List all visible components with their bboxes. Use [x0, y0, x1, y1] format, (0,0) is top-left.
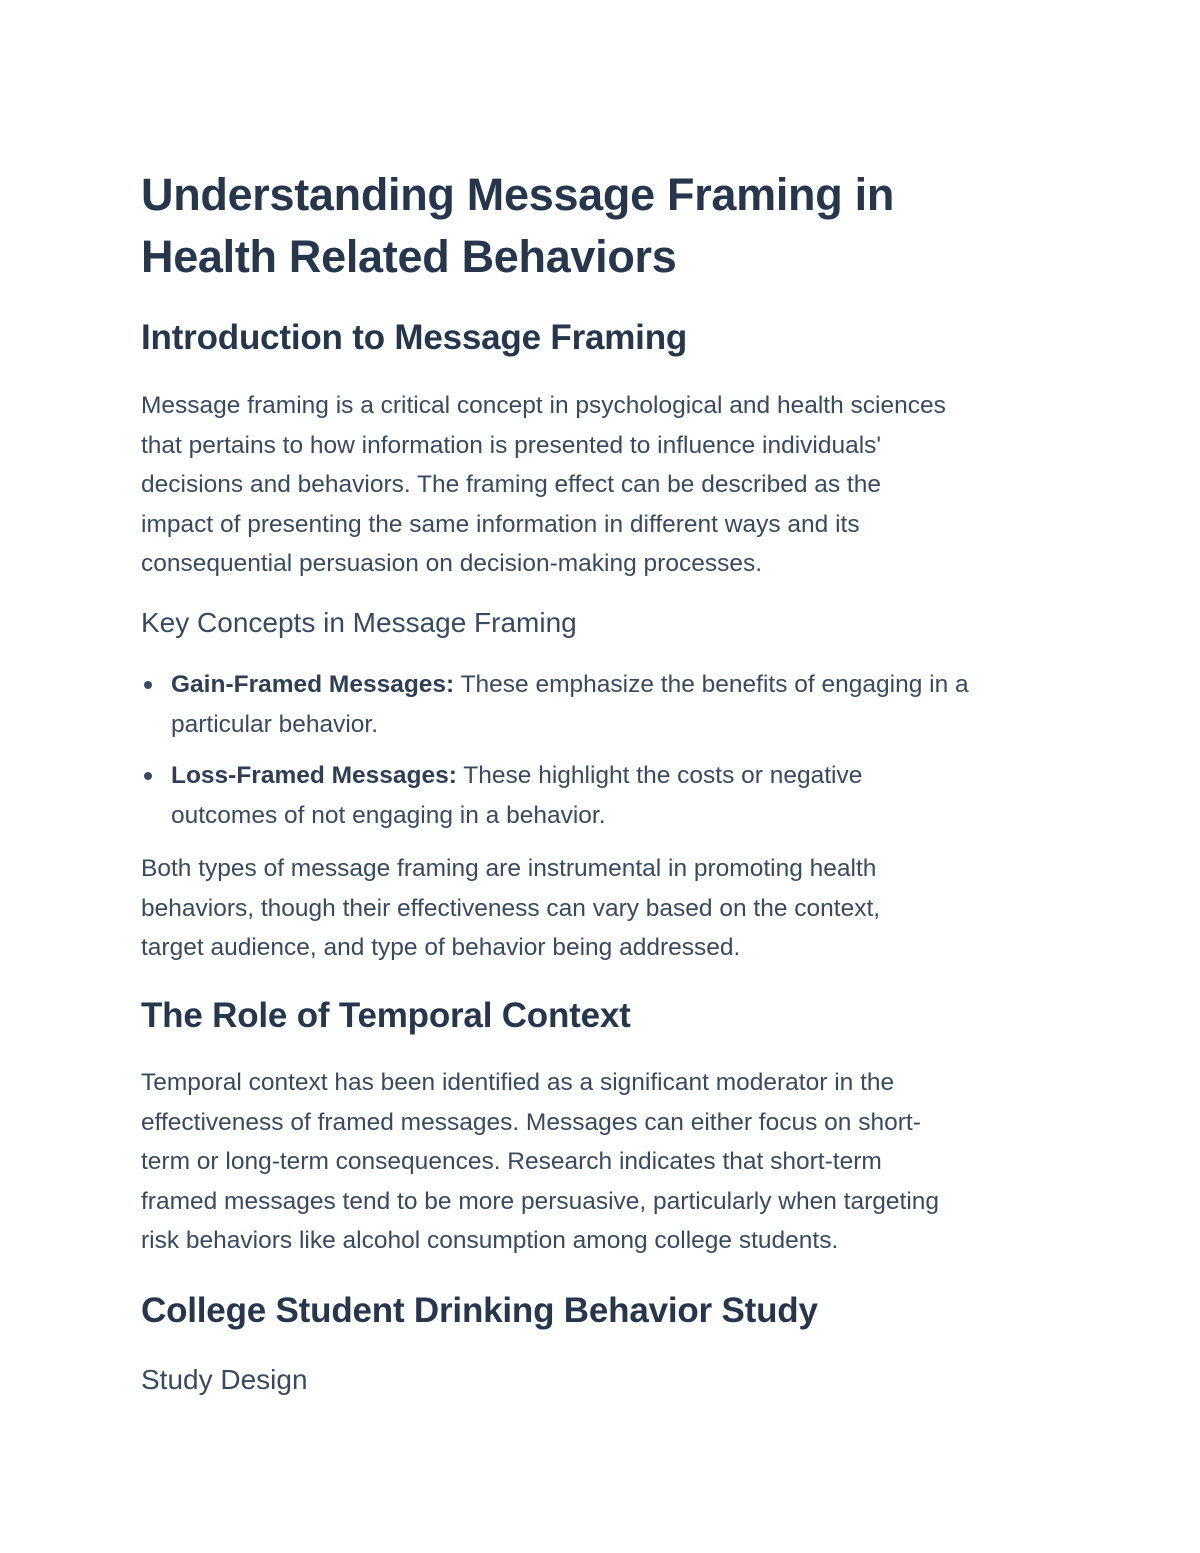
temporal-line: framed messages tend to be more persuasive, particularly when targeting — [141, 1187, 940, 1215]
temporal-line: term or long-term consequences. Research indicates that short-term — [141, 1148, 882, 1176]
list-item-text: These highlight the costs or negative — [456, 762, 863, 790]
key-concepts-line: Both types of message framing are instrumental in promoting health — [141, 855, 877, 882]
intro-line: impact of presenting the same information in different ways and its — [141, 510, 860, 538]
title-line-2: Health Related Behaviors — [141, 231, 677, 282]
list-item-text: These emphasize the benefits of engaging in a — [454, 671, 969, 698]
key-concepts-line: target audience, and type of behavior being addressed. — [141, 934, 741, 962]
intro-heading: Introduction to Message Framing — [141, 318, 688, 357]
intro-line: that pertains to how information is presented to influence individuals' — [141, 431, 882, 459]
temporal-line: Temporal context has been identified as a significant moderator in the — [141, 1069, 895, 1096]
list-item — [141, 756, 1071, 835]
bullet-icon — [144, 681, 152, 689]
list-item-term: Loss-Framed Messages: — [171, 762, 457, 790]
key-concepts-heading: Key Concepts in Message Framing — [141, 607, 577, 638]
temporal-line: effectiveness of framed messages. Messages can either focus on short- — [141, 1108, 921, 1136]
intro-line: consequential persuasion on decision-making processes. — [141, 550, 763, 578]
temporal-line: risk behaviors like alcohol consumption among college students. — [141, 1227, 839, 1255]
intro-line: decisions and behaviors. The framing effect can be described as the — [141, 471, 881, 499]
study-heading: College Student Drinking Behavior Study — [141, 1291, 818, 1330]
temporal-heading: The Role of Temporal Context — [141, 996, 631, 1035]
list-item-term: Gain-Framed Messages: — [171, 671, 455, 698]
temporal-paragraph — [141, 1063, 939, 1261]
title-line-1: Understanding Message Framing in — [141, 169, 895, 220]
document-title — [141, 164, 894, 288]
list-item — [141, 665, 1071, 744]
list-item-text: particular behavior. — [171, 710, 379, 738]
study-design-heading: Study Design — [141, 1364, 308, 1395]
key-concepts-list — [141, 665, 1071, 847]
intro-line: Message framing is a critical concept in psychological and health sciences — [141, 392, 946, 419]
key-concepts-paragraph — [141, 849, 880, 968]
bullet-icon — [144, 772, 152, 780]
key-concepts-line: behaviors, though their effectiveness can vary based on the context, — [141, 894, 881, 922]
intro-paragraph — [141, 386, 946, 584]
list-item-text: outcomes of not engaging in a behavior. — [171, 801, 606, 829]
